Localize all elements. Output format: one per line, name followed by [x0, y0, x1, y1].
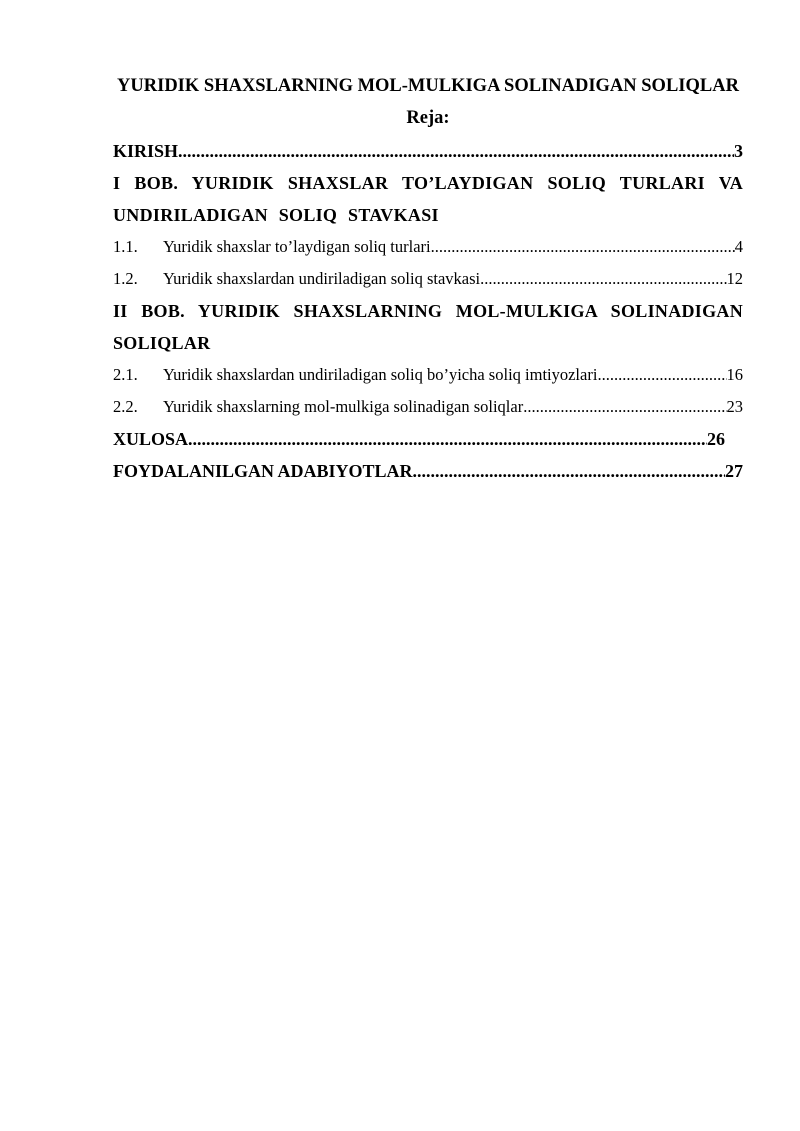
toc-entry-references[interactable] — [113, 455, 743, 487]
toc-entry-1-1[interactable] — [113, 231, 743, 263]
section-number: 2.1. — [113, 365, 138, 384]
dot-leader — [178, 135, 734, 167]
toc-page-number: 16 — [726, 365, 743, 384]
toc-page-number: 3 — [734, 141, 743, 161]
section-number: 2.2. — [113, 397, 138, 416]
toc-entry-2-2[interactable] — [113, 391, 743, 423]
toc-page-number: 12 — [726, 269, 743, 288]
toc-page-number: 26 — [707, 429, 725, 449]
toc-entry-label: Yuridik shaxslarning mol-mulkiga solinadigan soliqlar — [163, 397, 524, 416]
toc-entry-label: Yuridik shaxslardan undiriladigan soliq stavkasi — [163, 269, 481, 288]
dot-leader — [523, 391, 726, 423]
toc-page-number: 23 — [726, 397, 743, 416]
toc-chapter-2-title[interactable]: II BOB. YURIDIK SHAXSLARNING MOL-MULKIGA SOLINADIGAN SOLIQLAR — [113, 301, 743, 353]
section-number: 1.2. — [113, 269, 138, 288]
dot-leader — [597, 359, 726, 391]
toc-entry-label: FOYDALANILGAN ADABIYOTLAR — [113, 461, 413, 481]
toc-entry-1-2[interactable] — [113, 263, 743, 295]
toc-entry-intro[interactable] — [113, 135, 743, 167]
document-page — [113, 70, 743, 487]
toc-entry-label: KIRISH — [113, 141, 179, 161]
toc-page-number: 4 — [734, 237, 743, 256]
dot-leader — [188, 423, 707, 455]
toc-entry-label: Yuridik shaxslar to’laydigan soliq turlari — [163, 237, 431, 256]
toc-page-number: 27 — [725, 461, 743, 481]
toc-entry-label: Yuridik shaxslardan undiriladigan soliq bo’yicha soliq imtiyozlari — [163, 365, 598, 384]
table-of-contents — [113, 135, 743, 487]
toc-entry-conclusion[interactable] — [113, 423, 743, 455]
dot-leader — [431, 231, 735, 263]
plan-heading: Reja: — [406, 108, 450, 128]
dot-leader — [413, 455, 725, 487]
document-title: YURIDIK SHAXSLARNING MOL-MULKIGA SOLINADIGAN SOLIQLAR — [117, 76, 739, 96]
toc-chapter-1-title[interactable]: I BOB. YURIDIK SHAXSLAR TO’LAYDIGAN SOLIQ TURLARI VA UNDIRILADIGAN SOLIQ STAVKASI — [113, 173, 743, 225]
dot-leader — [480, 263, 726, 295]
toc-entry-label: XULOSA — [113, 429, 189, 449]
toc-entry-2-1[interactable] — [113, 359, 743, 391]
section-number: 1.1. — [113, 237, 138, 256]
